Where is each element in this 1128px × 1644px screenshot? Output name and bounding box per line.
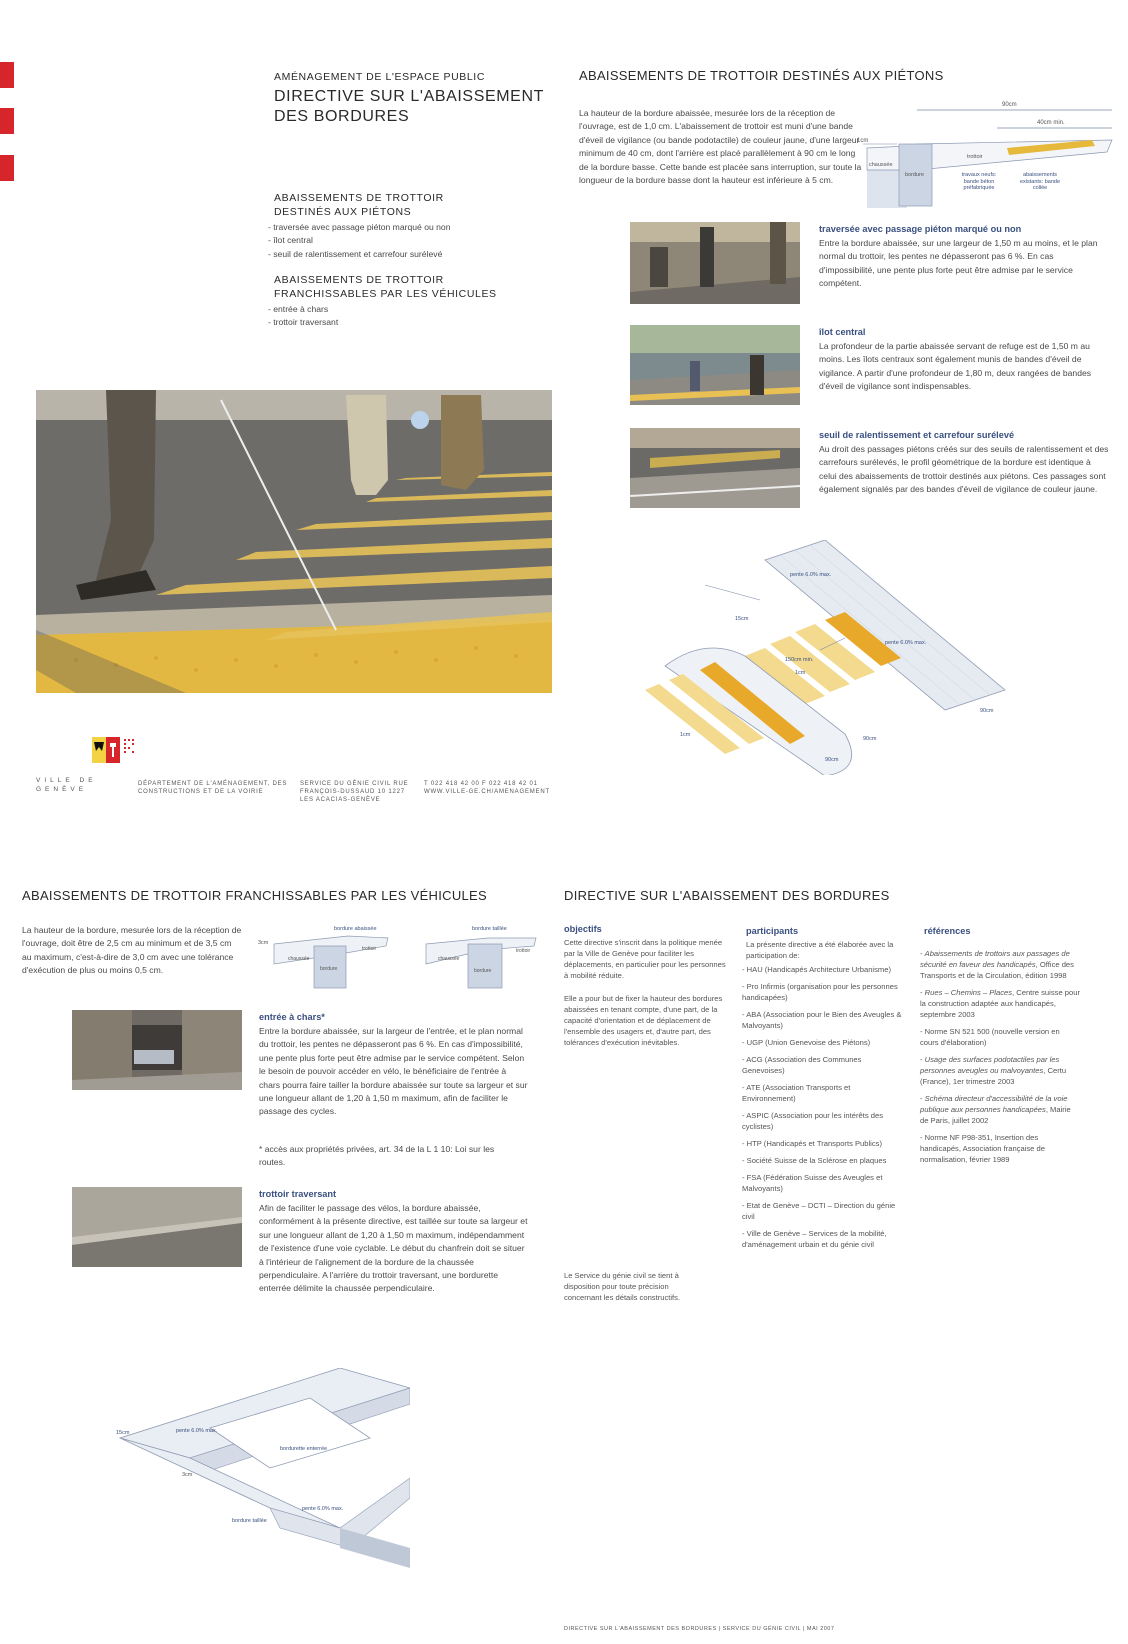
diag-label-existants: abaissements existants: bande collée (1019, 172, 1061, 191)
participants-title: participants (746, 926, 799, 936)
photo-central-island (630, 325, 800, 405)
vdiag-label-trottoir-2: trottoir (516, 948, 531, 954)
iso2-label-3cm: 3cm (182, 1472, 193, 1478)
page3-title: ABAISSEMENTS DE TROTTOIR FRANCHISSABLES PAR LES VÉHICULES (22, 888, 487, 903)
trav-body: Afin de faciliter le passage des vélos, la bordure abaissée, conformément à la présente directive, est taillée sur toute sa largeur et sur une longueur allant de 1,20 à 1,50 m maximum, indépendamment de l'existence d'une voie cyclable. Le début du chanfrein doit se situer à l'intérieur de l'alignement de la bordure de la chaussée perpendiculaire. A l'arrière du trottoir traversant, une bordurette enterrée délimite la chaussée perpendiculaire. (259, 1203, 528, 1294)
list-item: - Usage des surfaces podotactiles par les personnes aveugles ou malvoyantes, Certu (France), 1er trimestre 2003 (920, 1054, 1080, 1087)
diag-label-bordure: bordure (905, 172, 924, 178)
list-item: - HAU (Handicapés Architecture Urbanisme) (742, 964, 904, 975)
iso-label-90cm-b: 90cm (863, 736, 877, 742)
list-item: - traversée avec passage piéton marqué ou non (268, 221, 528, 234)
vdiag-label-chaussee-2: chaussée (438, 956, 460, 962)
logo-text: VILLE DE GENÈVE (36, 777, 97, 793)
list-item: - Société Suisse de la Sclérose en plaques (742, 1155, 904, 1166)
list-item: - entrée à chars (268, 303, 528, 316)
iso2-label-taillee: bordure taillée (232, 1518, 267, 1524)
objectifs-p2: Elle a pour but de fixer la hauteur des bordures abaissées en tenant compte, d'une part, de la capacité d'orientation et de déplacement de l'ensemble des usagers et, d'autre part, des tolérances d'exécution inévitables. (564, 994, 723, 1047)
page4-title: DIRECTIVE SUR L'ABAISSEMENT DES BORDURES (564, 888, 890, 903)
list-item: - FSA (Fédération Suisse des Aveugles et Malvoyants) (742, 1172, 904, 1194)
references-title: références (924, 926, 971, 936)
list-item: - Norme SN 521 500 (nouvelle version en cours d'élaboration) (920, 1026, 1080, 1048)
cover-sec2-heading-2: FRANCHISSABLES PAR LES VÉHICULES (274, 288, 497, 300)
page3-intro: La hauteur de la bordure, mesurée lors de la réception de l'ouvrage, doit être de 2,5 cm au minimum et de 3,5 cm au maximum, c'est-à-dire de 3,0 cm avec une tolérance d'exécution de plus ou moins 0,5 cm. (22, 925, 242, 976)
cover-sec1-list (268, 221, 528, 261)
red-tab-2 (0, 108, 14, 134)
iso-label-1cm-b: 1cm (680, 732, 691, 738)
iso-label-90cm-c: 90cm (825, 757, 839, 763)
iso-label-pente-2: pente 6.0% max. (885, 640, 927, 646)
entree-note: * accès aux propriétés privées, art. 34 de la L 1 10: Loi sur les routes. (259, 1144, 495, 1168)
red-tab-1 (0, 62, 14, 88)
page-cover (0, 0, 565, 815)
diag-label-1cm: 1cm (857, 138, 869, 144)
footer-department: DÉPARTEMENT DE L'AMÉNAGEMENT, DES CONSTRUCTIONS ET DE LA VOIRIE (138, 781, 288, 795)
red-tab-3 (0, 155, 14, 181)
page-pedestrians (565, 0, 1128, 815)
footer-contact: T 022 418 42 00 F 022 418 42 01 WWW.VILLE-GE.CH/AMENAGEMENT (424, 781, 550, 795)
iso2-label-pente-1: pente 6.0% max. (176, 1428, 218, 1434)
vdiag-label-bordure-2: bordure (474, 968, 492, 974)
participants-intro: La présente directive a été élaborée avec la participation de: (746, 940, 894, 960)
diag-label-90: 90cm (1002, 102, 1017, 108)
iso2-label-15cm: 15cm (116, 1430, 130, 1436)
list-item: - Rues – Chemins – Places, Centre suisse pour la construction adaptée aux handicapés, septembre 2003 (920, 987, 1080, 1020)
objectifs-contact: Le Service du génie civil se tient à disposition pour toute précision concernant les détails constructifs. (564, 1271, 681, 1302)
list-item: - HTP (Handicapés et Transports Publics) (742, 1138, 904, 1149)
iso-label-1cm-a: 1cm (795, 670, 806, 676)
page2-title: ABAISSEMENTS DE TROTTOIR DESTINÉS AUX PIÉTONS (579, 68, 944, 83)
list-item: - ASPIC (Association pour les intérêts des cyclistes) (742, 1110, 904, 1132)
photo-driveway (72, 1010, 242, 1090)
list-item: - ACG (Association des Communes Genevoises) (742, 1054, 904, 1076)
block1-title: traversée avec passage piéton marqué ou non (819, 224, 1022, 234)
entree-title: entrée à chars* (259, 1012, 325, 1022)
vdiag-label-trottoir-1: trottoir (362, 946, 377, 952)
block3-body: Au droit des passages piétons créés sur des seuils de ralentissement et des carrefours surélevés, le profil géométrique de la bordure est identique à celui des abaissements de trottoir destinés aux piétons. Ces passages sont également signalés par des bandes d'éveil de vigilance de couleur jaune. (819, 444, 1109, 495)
list-item: - Norme NF P98-351, Insertion des handicapés, Association française de normalisation, février 1989 (920, 1132, 1080, 1165)
cover-title-line2: DES BORDURES (274, 108, 410, 125)
participants-list (742, 964, 904, 1256)
photo-crossing (630, 222, 800, 304)
list-item: - ABA (Association pour le Bien des Aveugles & Malvoyants) (742, 1009, 904, 1031)
list-item: - Etat de Genève – DCTI – Direction du génie civil (742, 1200, 904, 1222)
diag-label-trottoir: trottoir (967, 154, 983, 160)
cover-sec2-list (268, 303, 528, 330)
footer-service: SERVICE DU GÉNIE CIVIL RUE FRANÇOIS-DUSSAUD 10 1227 LES ACACIAS-GENÈVE (300, 781, 409, 803)
photo-through-sidewalk (72, 1187, 242, 1267)
iso-label-pente-1: pente 6.0% max. (790, 572, 832, 578)
list-item: - seuil de ralentissement et carrefour surélevé (268, 248, 528, 261)
isometric-sidewalk-diagram (110, 1368, 410, 1568)
iso2-label-pente-2: pente 6.0% max. (302, 1506, 344, 1512)
vehicle-curb-diagrams (258, 924, 538, 996)
iso-label-150cm: 150cm min. (785, 657, 814, 663)
page2-intro: La hauteur de la bordure abaissée, mesurée lors de la réception de l'ouvrage, est de 1,0 cm. L'abaissement de trottoir est muni d'une bande d'éveil de vigilance (ou bande podotactile) de couleur jaune, d'une largeur minimum de 40 cm, dont l'arrière est placé parallèlement à 90 cm le long de la bordure basse. Cette bande est placée sans interruption, sur toute la longueur de la bordure basse dont la hauteur est inférieure à 5 cm. (579, 108, 862, 186)
block1-body: Entre la bordure abaissée, sur une largeur de 1,50 m au moins, et le plan normal du trottoir, les pentes ne dépasseront pas 6 %. En cas d'impossibilité, une pente plus forte peut être admise par le service compétent. (819, 238, 1098, 289)
ville-de-geneve-logo (88, 733, 148, 769)
page4-footer: DIRECTIVE SUR L'ABAISSEMENT DES BORDURES | SERVICE DU GÉNIE CIVIL | MAI 2007 (564, 1626, 835, 1632)
references-list (920, 948, 1080, 1171)
list-item: - Schéma directeur d'accessibilité de la voie publique aux personnes handicapées, Mairie de Paris, juillet 2002 (920, 1093, 1080, 1126)
cover-title-line1: DIRECTIVE SUR L'ABAISSEMENT (274, 88, 544, 105)
iso-label-90cm-a: 90cm (980, 708, 994, 714)
entree-body: Entre la bordure abaissée, sur la largeur de l'entrée, et le plan normal du trottoir, les pentes ne dépasseront pas 6 %. En cas d'impossibilité, une pente plus forte peut être admise par le service compétent. Selon le besoin de pouvoir accéder en vélo, le bénéficiaire de l'entrée à chars pourra faire tailler la bordure abaissée sur toute sa largeur et sur une longueur allant de 1,20 à 1,50 m maximum, afin de faciliter le passage des cycles. (259, 1026, 528, 1117)
page-vehicles (0, 838, 540, 1644)
curb-section-diagram (857, 100, 1127, 210)
cover-kicker: AMÉNAGEMENT DE L'ESPACE PUBLIC (274, 71, 485, 83)
list-item: - Ville de Genève – Services de la mobilité, d'aménagement urbain et du génie civil (742, 1228, 904, 1250)
cover-sec1-heading-1: ABAISSEMENTS DE TROTTOIR (274, 192, 444, 204)
list-item: - trottoir traversant (268, 316, 528, 329)
list-item: - îlot central (268, 234, 528, 247)
vdiag-label-chaussee-1: chaussée (288, 956, 310, 962)
page-directive-info (540, 838, 1100, 1644)
iso2-label-bordurette: bordurette enterrée (280, 1446, 328, 1452)
diag-label-travaux: travaux neufs: bande béton préfabriquée (961, 172, 997, 191)
crossing-photo (36, 390, 552, 693)
cover-sec1-heading-2: DESTINÉS AUX PIÉTONS (274, 206, 412, 218)
trav-title: trottoir traversant (259, 1189, 337, 1199)
list-item: - Abaissements de trottoirs aux passages de sécurité en faveur des handicapés, Office des Transports et de la Circulation, édition 1998 (920, 948, 1080, 981)
list-item: - Pro Infirmis (organisation pour les personnes handicapées) (742, 981, 904, 1003)
objectifs-title: objectifs (564, 924, 602, 934)
list-item: - UGP (Union Genevoise des Piétons) (742, 1037, 904, 1048)
block3-title: seuil de ralentissement et carrefour surélevé (819, 430, 1015, 440)
block2-title: îlot central (819, 327, 866, 337)
photo-raised-junction (630, 428, 800, 508)
block2-body: La profondeur de la partie abaissée servant de refuge est de 1,50 m au moins. Les îlots centraux sont également munis de bandes d'éveil de vigilance. A partir d'une profondeur de 1,80 m, deux rangées de bandes d'éveil de vigilance sont indispensables. (819, 341, 1092, 392)
isometric-crossing-diagram (645, 540, 1075, 775)
vdiag-label-taillee: bordure taillée (472, 926, 507, 932)
vdiag-label-abaissee: bordure abaissée (334, 926, 377, 932)
cover-sec2-heading-1: ABAISSEMENTS DE TROTTOIR (274, 274, 444, 286)
vdiag-label-3cm: 3cm (258, 940, 269, 946)
list-item: - ATE (Association Transports et Environnement) (742, 1082, 904, 1104)
iso-label-15cm: 15cm (735, 616, 749, 622)
vdiag-label-bordure-1: bordure (320, 966, 338, 972)
diag-label-chaussee: chaussée (869, 162, 893, 168)
objectifs-p1: Cette directive s'inscrit dans la politique menée par la Ville de Genève pour faciliter les déplacements, en particulier pour les personnes à mobilité réduite. (564, 938, 726, 980)
diag-label-40: 40cm min. (1037, 120, 1065, 126)
